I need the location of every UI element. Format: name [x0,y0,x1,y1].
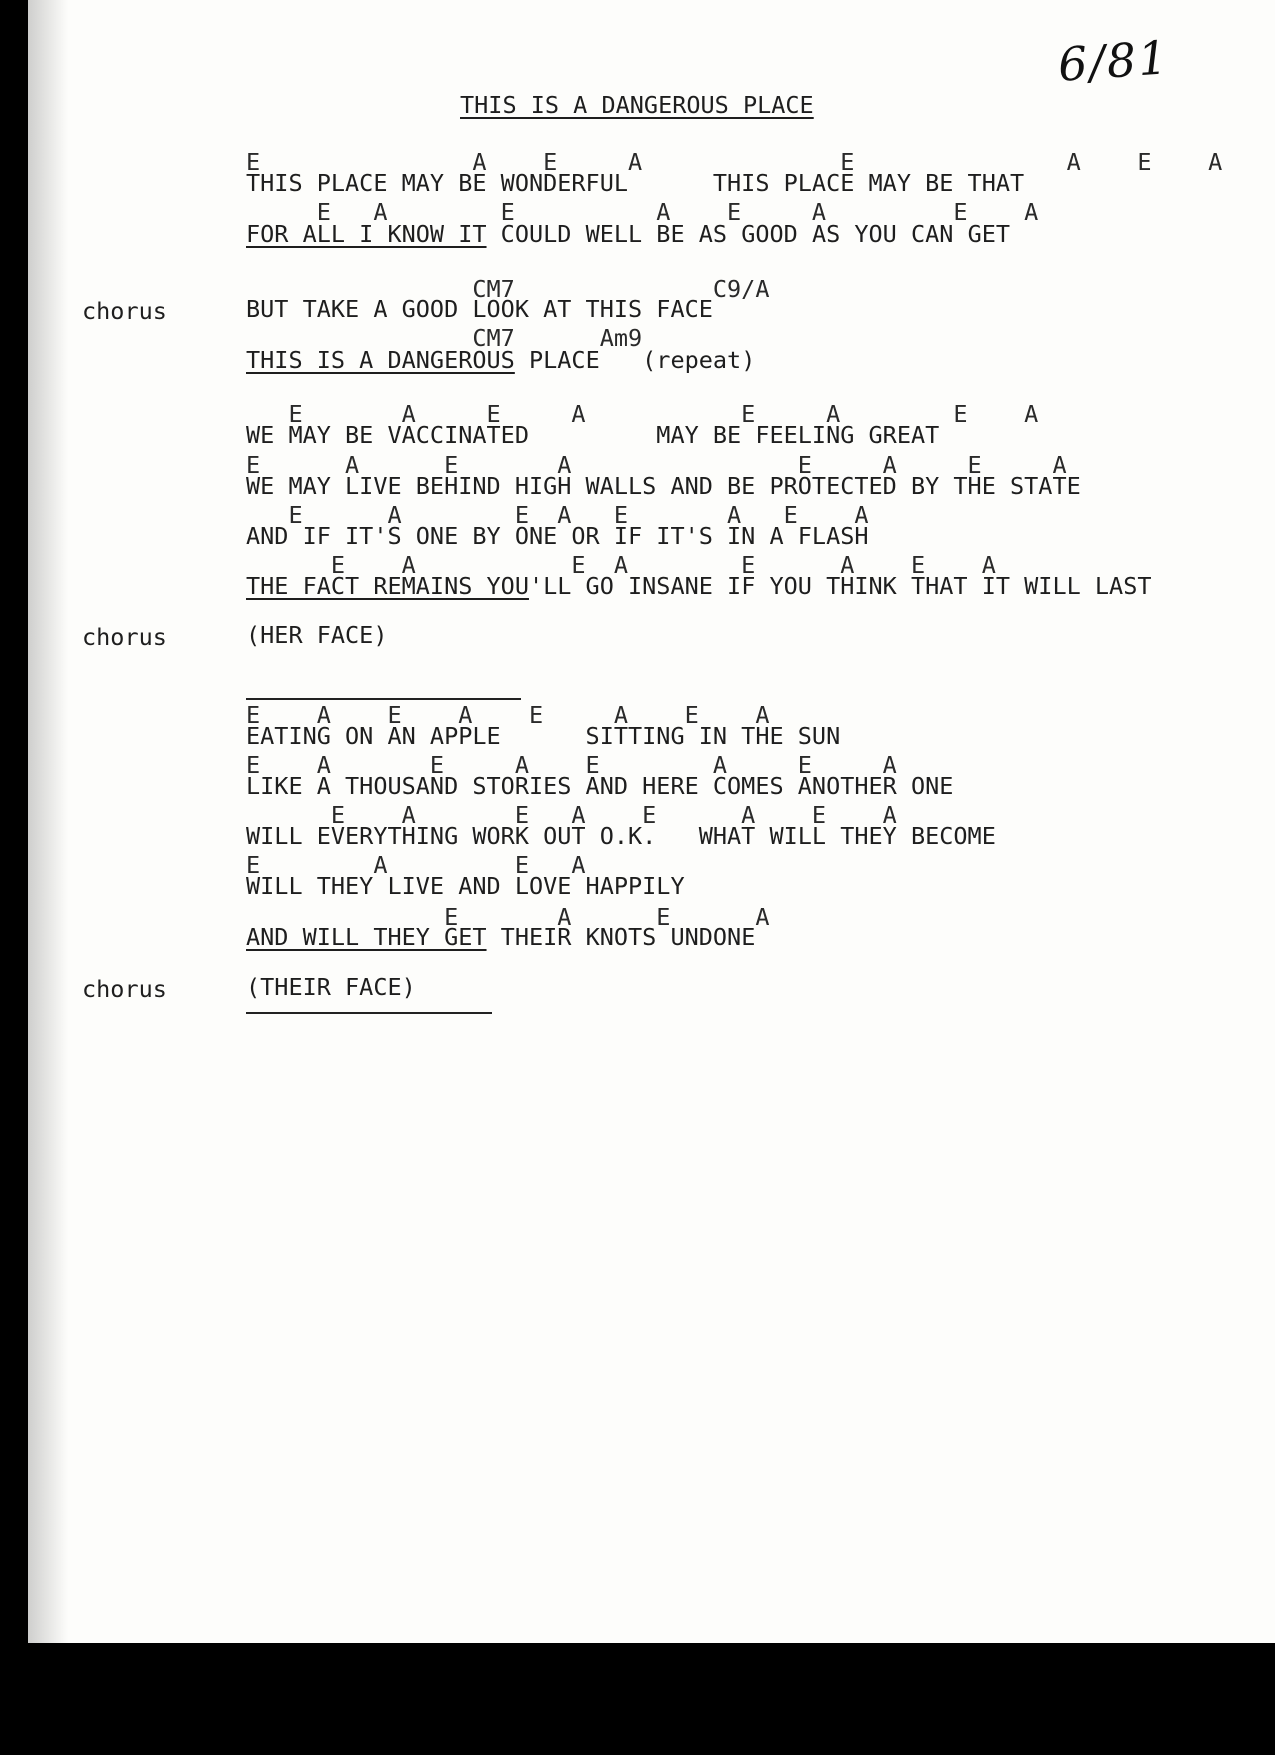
chord-line: E A E A E A E A [246,451,1067,479]
chord-line: E A E A E A E A [246,148,1223,176]
chord-line: E A E A [246,903,770,931]
underlined-lyric: AND WILL THEY GET [246,923,487,951]
lyric-line [246,222,1010,246]
chorus-reference: (THEIR FACE) [246,973,416,1001]
lyric-text: COULD WELL BE AS GOOD AS YOU CAN GET [486,220,1011,248]
chord-line: E A E A E A E A [246,551,996,579]
chord-line: E A E A [246,851,586,879]
lyric-line: THIS PLACE MAY BE WONDERFUL THIS PLACE MAY BE THAT [246,169,1025,197]
lyric-line: BUT TAKE A GOOD LOOK AT THIS FACE [246,295,713,323]
underlined-lyric: THE FACT REMAINS YOU [246,572,529,600]
lyric-line [246,348,755,372]
chord-line: E A E A E A E A [246,801,897,829]
lyric-line: WE MAY LIVE BEHIND HIGH WALLS AND BE PROTECTED BY THE STATE [246,472,1081,500]
lyric-line: WILL EVERYTHING WORK OUT O.K. WHAT WILL THEY BECOME [246,822,996,850]
lyric-text: PLACE (repeat) [514,346,756,374]
chord-line: E A E A E A E A [246,198,1039,226]
chord-line: CM7 Am9 [246,324,643,352]
lyric-line: LIKE A THOUSAND STORIES AND HERE COMES ANOTHER ONE [246,772,954,800]
chorus-label: chorus [82,297,167,325]
chorus-label: chorus [82,975,167,1003]
chorus-label: chorus [82,623,167,651]
lyric-line: WE MAY BE VACCINATED MAY BE FEELING GREAT [246,421,940,449]
scan-edge-shadow [28,0,68,1643]
chord-line: E A E A E A E A [246,400,1039,428]
underlined-lyric: FOR ALL I KNOW IT [246,220,487,248]
lyric-line [246,574,1152,598]
chord-line: CM7 C9/A [246,275,770,303]
lyric-line: EATING ON AN APPLE SITTING IN THE SUN [246,722,841,750]
chord-line: E A E A E A E A [246,501,869,529]
lyric-line: WILL THEY LIVE AND LOVE HAPPILY [246,872,685,900]
handwritten-date-note: 6/81 [1056,30,1172,92]
song-title: THIS IS A DANGEROUS PLACE [460,91,814,119]
lyric-text: 'LL GO INSANE IF YOU THINK THAT IT WILL LAST [528,572,1152,600]
chorus-reference: (HER FACE) [246,621,388,649]
lyric-line [246,925,755,949]
chord-line: E A E A E A E A [246,701,770,729]
underlined-lyric: THIS IS A DANGEROUS [246,346,515,374]
divider-rule [246,1012,492,1014]
lyric-text: THEIR KNOTS UNDONE [486,923,756,951]
divider-rule [246,698,521,700]
chord-line: E A E A E A E A [246,751,897,779]
lyric-line: AND IF IT'S ONE BY ONE OR IF IT'S IN A FLASH [246,522,869,550]
